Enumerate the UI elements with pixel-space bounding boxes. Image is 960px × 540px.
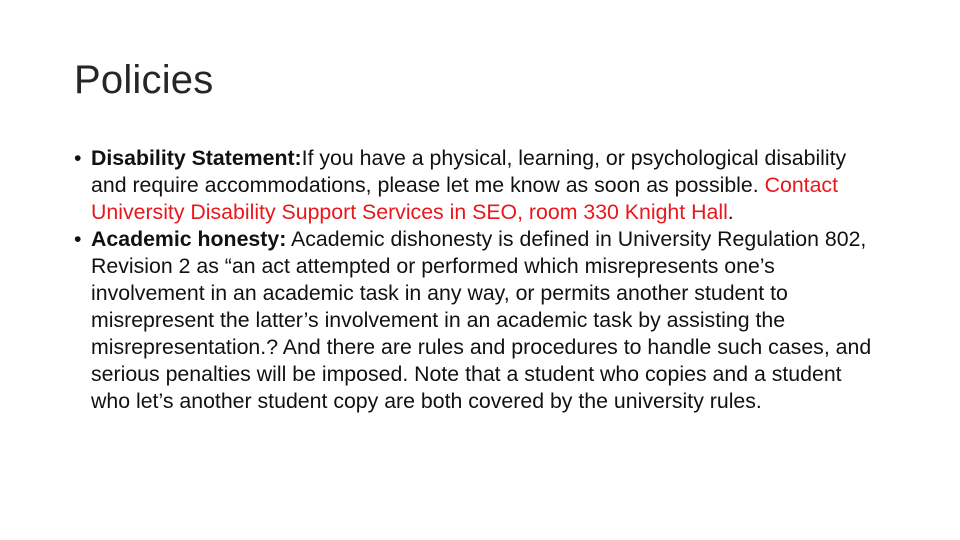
bullet-text: If you have a physical, learning, or psychological disability and require accommodations, please let me know as soon as possible.: [91, 146, 847, 197]
bullet-highlight-text: Contact University Disability Support Services in SEO, room 330 Knight Hall: [91, 173, 838, 224]
bullet-heading: Academic honesty:: [91, 227, 287, 251]
bullet-list: [74, 145, 886, 415]
bullet-dot-icon: •: [74, 146, 82, 170]
bullet-heading: Disability Statement:: [91, 146, 302, 170]
bullet-dot-icon: •: [74, 227, 82, 251]
slide-title: Policies: [74, 58, 214, 102]
bullet-text: Academic dishonesty is defined in University Regulation 802, Revision 2 as “an act attempted or performed which misrepresents one’s involvement in an academic task in any way, or permits another student to misrepresent the latter’s involvement in an academic task by assisting the misrepresentation.? And there are rules and procedures to handle such cases, and serious penalties will be imposed. Note that a student who copies and a student who let’s another student copy are both covered by the university rules.: [91, 227, 872, 413]
bullet-disability-statement: [74, 145, 886, 226]
bullet-tail-text: .: [727, 200, 734, 224]
bullet-academic-honesty: [74, 226, 886, 415]
